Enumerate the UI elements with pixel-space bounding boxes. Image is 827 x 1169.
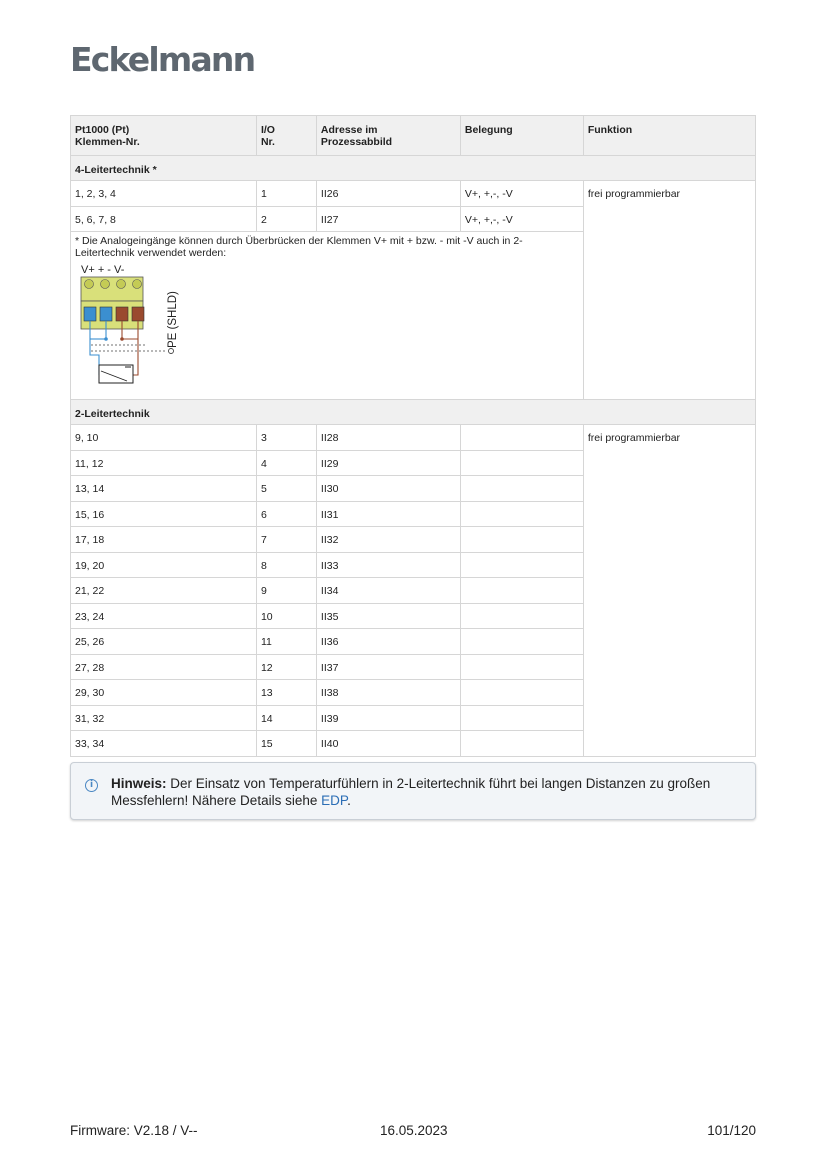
hint-label: Hinweis: (111, 776, 167, 791)
header-adresse: Adresse im Prozessabbild (316, 116, 460, 156)
table-row: 5, 6, 7, 8 2 II27 V+, +,-, -V (71, 206, 756, 232)
table-row: 15, 16 6 II31 (71, 501, 756, 527)
funktion-cell: frei programmierbar (583, 425, 755, 757)
table-row: 11, 12 4 II29 (71, 450, 756, 476)
footer-page-number: 101/120 (707, 1123, 756, 1138)
info-icon: i (85, 779, 98, 792)
section-4-leiter: 4-Leitertechnik * (71, 156, 756, 181)
table-row: 29, 30 13 II38 (71, 680, 756, 706)
table-row: 25, 26 11 II36 (71, 629, 756, 655)
table-row: 23, 24 10 II35 (71, 603, 756, 629)
footer-firmware: Firmware: V2.18 / V-- (70, 1123, 198, 1138)
note-text: * Die Analogeingänge können durch Überbrücken der Klemmen V+ mit + bzw. - mit -V auch in 2-Leitertechnik verwendet werden: (75, 235, 523, 259)
hint-body: Der Einsatz von Temperaturfühlern in 2-Leitertechnik führt bei langen Distanzen zu großen Messfehlern! Nähere Details siehe (111, 776, 711, 808)
section-2-leiter: 2-Leitertechnik (71, 400, 756, 425)
header-io: I/O Nr. (256, 116, 316, 156)
io-table (70, 115, 756, 757)
wiring-diagram (75, 263, 185, 389)
eckelmann-logo: Eckelmann (70, 40, 255, 79)
table-row: 17, 18 7 II32 (71, 527, 756, 553)
pe-shld-label: PE (SHLD) (167, 291, 179, 348)
funktion-cell: frei programmierbar (583, 181, 755, 400)
table-header-row (71, 116, 756, 156)
terminal-labels: V+ + - V- (81, 264, 125, 276)
table-row: 1, 2, 3, 4 1 II26 V+, +,-, -V frei programmierbar (71, 181, 756, 207)
table-row: 33, 34 15 II40 (71, 731, 756, 757)
table-row: 21, 22 9 II34 (71, 578, 756, 604)
table-row: 27, 28 12 II37 (71, 654, 756, 680)
header-belegung: Belegung (460, 116, 583, 156)
hint-box (70, 762, 756, 820)
table-row: 9, 10 3 II28 frei programmierbar (71, 425, 756, 451)
table-row: 31, 32 14 II39 (71, 705, 756, 731)
footer-date: 16.05.2023 (380, 1123, 448, 1138)
header-funktion: Funktion (583, 116, 755, 156)
table-row: 13, 14 5 II30 (71, 476, 756, 502)
header-klemmen: Pt1000 (Pt) Klemmen-Nr. (71, 116, 257, 156)
edp-link[interactable]: EDP (321, 793, 348, 808)
hint-text: Hinweis: Der Einsatz von Temperaturfühlern in 2-Leitertechnik führt bei langen Distanzen zu großen Messfehlern! Nähere Details siehe EDP. (111, 776, 711, 808)
table-row: 19, 20 8 II33 (71, 552, 756, 578)
